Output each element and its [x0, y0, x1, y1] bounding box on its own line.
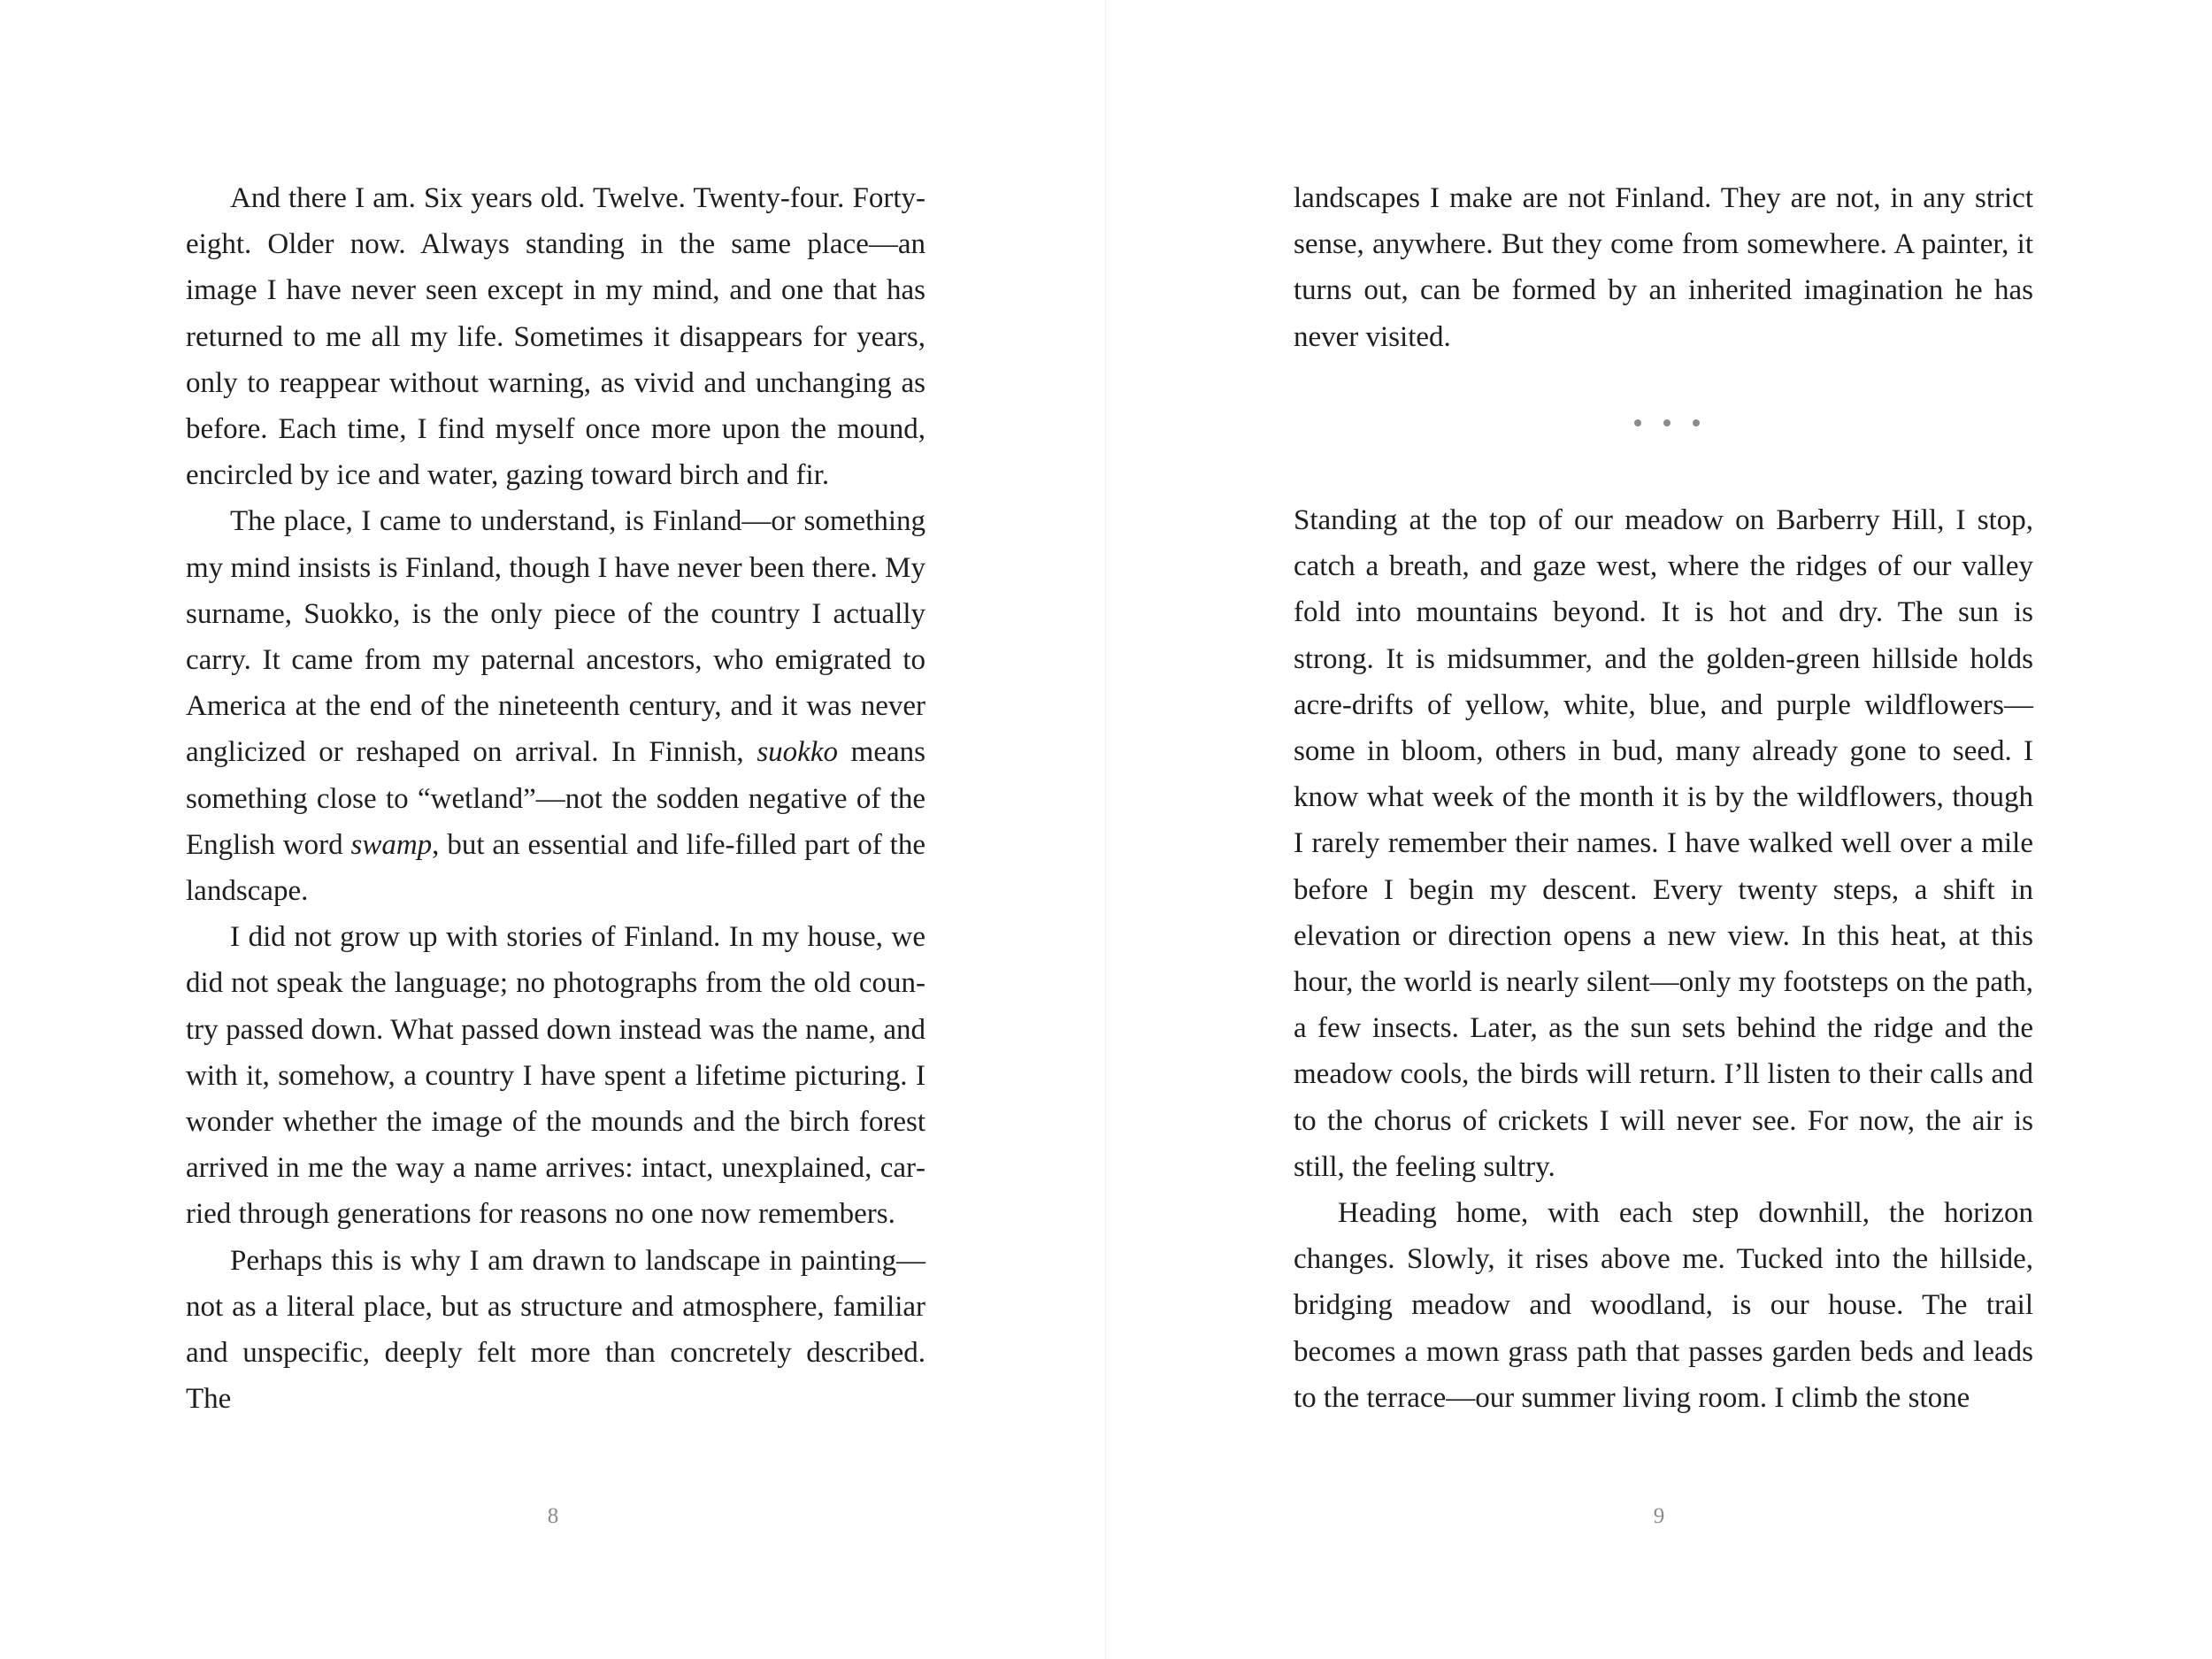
- paragraph-text: landscapes I make are not Finland. They are not, in any strict sense, anywhere. But they come from somewhere. A painter, it turns out, can be formed by an inherited imagination he has never visited.: [1294, 182, 2033, 353]
- right-page-body-top: [1294, 175, 2033, 360]
- section-break-dot: [1693, 419, 1700, 426]
- paragraph-text: I did not grow up with stories of Finland. In my house, we did not speak the language; no photographs from the old country passed down. What passed down instead was the name, and with it, somehow, a country I have spent a lifetime picturing. I wonder whether the image of the mounds and the birch forest arrived in me the way a name arrives: intact, unexplained, carried through generations for reasons no one now remembers.: [186, 921, 926, 1231]
- right-page: [1106, 0, 2212, 1659]
- paragraph: [186, 914, 926, 1237]
- paragraph: [186, 1238, 926, 1423]
- paragraph-text: means something close to “wetland”—not the sodden negative of the English word: [186, 736, 926, 861]
- paragraph: [1294, 497, 2033, 1190]
- italic-text: suokko: [757, 736, 838, 769]
- paragraph: [1294, 175, 2033, 360]
- paragraph: [1294, 1190, 2033, 1421]
- left-page-number: 8: [547, 1504, 559, 1528]
- right-page-body-bottom: [1294, 497, 2033, 1421]
- italic-text: swamp: [350, 828, 433, 861]
- paragraph: [186, 175, 926, 498]
- paragraph-text: Perhaps this is why I am drawn to landscape in painting—not as a literal place, but as structure and atmosphere, familiar and unspecific, deeply felt more than concretely described. The: [186, 1244, 926, 1416]
- section-break-dot: [1634, 419, 1641, 426]
- paragraph-text: Heading home, with each step downhill, the horizon changes. Slowly, it rises above me. Tucked into the hillside, bridging meadow and woodland, is our house. The trail becomes a mown grass path that passes garden beds and leads to the terrace—our summer living room. I climb the stone: [1294, 1197, 2033, 1414]
- paragraph-text: And there I am. Six years old. Twelve. Twenty-four. Forty-eight. Older now. Always standing in the same place—an image I have never seen except in my mind, and one that has returned to me all my life. Sometimes it disappears for years, only to reappear without warning, as vivid and unchanging as before. Each time, I find myself once more upon the mound, encircled by ice and water, gazing toward birch and fir.: [186, 182, 926, 492]
- section-break-dot: [1663, 419, 1671, 426]
- right-page-number: 9: [1653, 1504, 1665, 1528]
- paragraph-text: Standing at the top of our meadow on Barberry Hill, I stop, catch a breath, and gaze west, where the ridges of our valley fold into mountains beyond. It is hot and dry. The sun is strong. It is midsummer, and the golden-green hillside holds acre-drifts of yellow, white, blue, and purple wildflowers—some in bloom, others in bud, many already gone to seed. I know what week of the month it is by the wildflowers, though I rarely remember their names. I have walked well over a mile before I begin my descent. Every twenty steps, a shift in elevation or direction opens a new view. In this heat, at this hour, the world is nearly silent—only my footsteps on the path, a few insects. Later, as the sun sets behind the ridge and the meadow cools, the birds will return. I’ll listen to their calls and to the chorus of crickets I will never see. For now, the air is still, the feeling sultry.: [1294, 504, 2033, 1183]
- paragraph-text: The place, I came to understand, is Finland—or something my mind insists is Finland, though I have never been there. My surname, Suokko, is the only piece of the country I actually carry. It came from my paternal ancestors, who emigrated to America at the end of the nineteenth century, and it was never anglicized or reshaped on arrival. In Finnish,: [186, 505, 926, 769]
- left-page-body: [186, 175, 926, 1422]
- paragraph-text: , but an essential and life-filled part of the landscape.: [186, 828, 926, 908]
- paragraph: [186, 498, 926, 914]
